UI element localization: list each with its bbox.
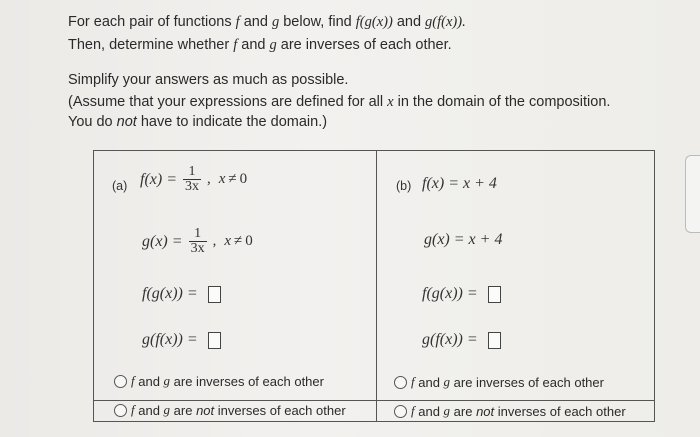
- f-expression: f(x) = x + 4: [422, 175, 497, 192]
- instruction-line-1: [68, 12, 466, 32]
- instruction-text: Then, determine whether: [68, 37, 234, 53]
- cond-val: 0: [239, 171, 248, 187]
- var-g: g: [271, 14, 280, 30]
- cond-var: x: [218, 171, 226, 187]
- var-g: g: [269, 37, 277, 53]
- var-f: f: [411, 403, 415, 418]
- option-text: are: [170, 402, 197, 418]
- radio-button[interactable]: [394, 376, 407, 389]
- emphasis-not: not: [116, 114, 137, 130]
- f-domain-condition: [219, 171, 247, 188]
- var-g: g: [443, 374, 451, 389]
- part-b-fg-answer-box[interactable]: [488, 286, 501, 303]
- part-b-gf-answer-box[interactable]: [488, 332, 501, 349]
- var-f: f: [131, 373, 135, 388]
- fraction-numerator: 1: [188, 164, 196, 179]
- part-b-gf-row: [422, 331, 501, 349]
- option-text: are: [450, 403, 477, 419]
- part-b-option-inverses[interactable]: [394, 374, 604, 390]
- g-expression: g(x) = x + 4: [424, 231, 503, 248]
- cond-op: ≠: [233, 233, 243, 249]
- radio-button[interactable]: [114, 375, 127, 388]
- cond-val: 0: [245, 233, 253, 249]
- cond-op: ≠: [228, 171, 237, 187]
- option-text: and: [134, 402, 164, 418]
- var-g: g: [163, 402, 171, 417]
- emphasis-not: not: [196, 402, 215, 418]
- instruction-text: and: [237, 37, 270, 53]
- radio-button[interactable]: [114, 404, 127, 417]
- instruction-text: are inverses of each other.: [276, 37, 452, 53]
- radio-button[interactable]: [394, 405, 407, 418]
- problem-table: [93, 150, 655, 422]
- var-f: f: [233, 37, 238, 53]
- option-text: are inverses of each other: [170, 373, 324, 389]
- instruction-text: (Assume that your expressions are defined for all: [68, 94, 388, 110]
- var-g: g: [443, 403, 451, 418]
- instruction-line-3: [68, 70, 348, 90]
- instruction-text: and: [392, 14, 426, 30]
- var-f: f: [235, 14, 240, 30]
- part-b-f-definition: [422, 175, 497, 193]
- f-lhs: f(x) =: [140, 170, 177, 188]
- fraction-denominator: 3x: [190, 241, 205, 256]
- part-a-fg-row: [142, 285, 221, 303]
- instruction-line-4: [68, 92, 610, 112]
- cond-var: x: [224, 233, 231, 249]
- instruction-text: and: [239, 14, 272, 30]
- fraction-denominator: 3x: [185, 179, 199, 194]
- instruction-text: have to indicate the domain.): [136, 114, 328, 130]
- option-text: are inverses of each other: [450, 374, 604, 390]
- g-lhs: g(x) =: [142, 232, 183, 250]
- part-a-option-not-inverses[interactable]: [114, 402, 346, 418]
- var-x: x: [387, 94, 394, 110]
- part-a-option-inverses[interactable]: [114, 373, 324, 389]
- var-g: g: [163, 373, 171, 388]
- part-a-fg-answer-box[interactable]: [208, 286, 221, 303]
- part-a-label: (a): [112, 179, 128, 193]
- instruction-text: in the domain of the composition.: [393, 94, 611, 110]
- part-b-label: (b): [396, 179, 412, 193]
- part-b-g-definition: [424, 231, 502, 249]
- part-b-fg-row: [422, 285, 501, 303]
- option-text: inverses of each other: [214, 402, 346, 418]
- option-text: and: [134, 373, 164, 389]
- composition-gf: g(f(x)).: [425, 14, 466, 30]
- part-a-gf-row: [142, 331, 221, 349]
- var-f: f: [131, 402, 135, 417]
- part-a-gf-answer-box[interactable]: [208, 332, 221, 349]
- g-domain-condition: [224, 233, 252, 250]
- option-text: and: [414, 374, 444, 390]
- part-a-g-definition: [142, 227, 253, 256]
- f-fraction: [183, 165, 201, 194]
- option-text: inverses of each other: [494, 403, 626, 419]
- comma: ,: [207, 171, 211, 187]
- instruction-text: For each pair of functions: [68, 14, 236, 30]
- part-b-option-not-inverses[interactable]: [394, 403, 626, 419]
- row-divider: [94, 400, 654, 401]
- part-a-f-definition: [140, 165, 247, 194]
- fraction-numerator: 1: [194, 226, 202, 241]
- gf-label: g(f(x)) =: [422, 331, 478, 348]
- side-scroll-tab[interactable]: [685, 155, 700, 233]
- instruction-text: Simplify your answers as much as possible.: [68, 72, 349, 88]
- option-text: and: [414, 403, 444, 419]
- g-fraction: [189, 227, 207, 256]
- fg-label: f(g(x)) =: [422, 285, 478, 302]
- instruction-line-5: [68, 112, 327, 132]
- instruction-text: You do: [68, 114, 117, 130]
- comma: ,: [212, 233, 217, 249]
- fg-label: f(g(x)) =: [142, 285, 198, 302]
- var-f: f: [411, 374, 415, 389]
- column-divider: [376, 151, 377, 421]
- instruction-text: below, find: [279, 14, 356, 30]
- emphasis-not: not: [476, 403, 495, 419]
- gf-label: g(f(x)) =: [142, 331, 198, 348]
- composition-fg: f(g(x)): [355, 14, 393, 30]
- instruction-line-2: [68, 35, 452, 55]
